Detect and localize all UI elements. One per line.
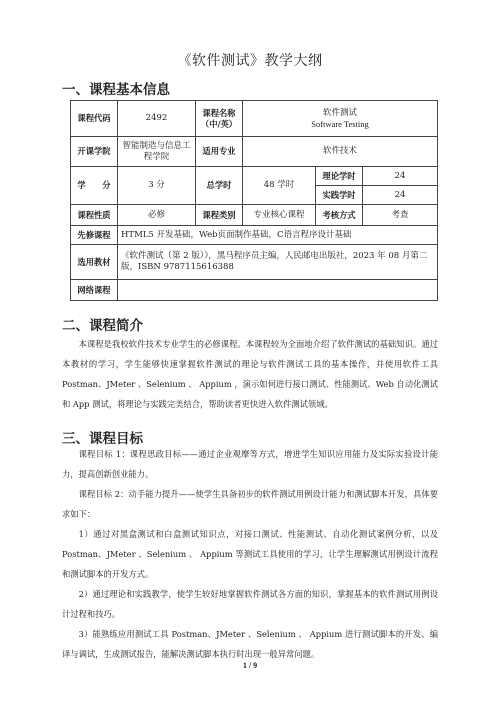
course-name-en: Software Testing [311,118,369,129]
practice-hours-value: 24 [363,186,438,205]
document-title: 《软件测试》教学大纲 [177,53,323,69]
course-code-value: 2492 [118,101,196,137]
college-value: 智能制造与信息工程学院 [118,137,196,167]
theory-hours-label: 理论学时 [316,167,363,186]
course-name-value [243,101,438,137]
online-course-label: 网络课程 [71,280,118,301]
practice-hours-label: 实践学时 [316,186,363,205]
section-heading-intro: 二、课程简介 [62,318,143,334]
section-heading-objectives: 三、课程目标 [62,431,143,447]
prerequisite-label: 先修课程 [71,226,118,245]
objective-paragraph: 课程目标 2：动手能力提升——使学生具备初步的软件测试用例设计能力和测试脚本开发，具体要求如下： [62,489,438,519]
course-category-label: 课程类别 [196,205,243,226]
exam-method-label: 考核方式 [316,205,363,226]
course-nature-value: 必修 [118,205,196,226]
total-hours-label: 总学时 [196,167,243,205]
online-course-value [118,280,438,301]
course-code-label: 课程代码 [71,101,118,137]
objectives-list [62,444,438,664]
credit-label: 学 分 [71,167,118,205]
theory-hours-value: 24 [363,167,438,186]
course-name-label: 课程名称（中/英） [196,101,243,137]
course-category-value: 专业核心课程 [243,205,316,226]
textbook-label: 选用教材 [71,245,118,280]
exam-method-value: 考查 [363,205,438,226]
objective-paragraph: 1）通过对黑盒测试和白盒测试知识点，对接口测试、性能测试、自动化测试案例分析，以及 Postman、JMeter 、Selenium 、 Appium 等测试工具使用的学习，让学生理解测试用例设计流程和测试脚本的开发方式。 [62,529,438,579]
major-label: 适用专业 [196,137,243,167]
page-number: 1 / 9 [242,661,258,670]
section-heading-basic-info: 一、课程基本信息 [62,82,170,98]
intro-paragraph: 本课程是我校软件技术专业学生的必修课程。本课程较为全面地介绍了软件测试的基础知识。通过本教材的学习，学生能够快速掌握软件测试的理论与软件测试工具的基本操作，并使用软件工具 Postman、JMeter 、Selenium 、 Appium ，演示如何进行接口测试、性能测试、Web 自动化测试和 App 测试，将理论与实践完美结合，帮助读者更快进入软件测试领域。 [62,339,438,409]
college-label: 开课学院 [71,137,118,167]
credit-value: 3 分 [118,167,196,205]
total-hours-value: 48 学时 [243,167,316,205]
textbook-value: 《软件测试（第 2 版）》，黑马程序员主编，人民邮电出版社，2023 年 08 月第二版，ISBN 9787115616388 [118,245,438,280]
course-info-table [70,100,438,301]
objective-paragraph: 课程目标 1：课程思政目标——通过企业观摩等方式，增进学生知识应用能力及实际实验设计能力，提高创新创业能力。 [62,449,438,479]
major-value: 软件技术 [243,137,438,167]
objective-paragraph: 3）能熟练应用测试工具 Postman、JMeter 、Selenium 、 Appium 进行测试脚本的开发、编译与调试，生成测试报告，能解决测试脚本执行时出现一般异常问题。 [62,629,438,659]
objective-paragraph: 2）通过理论和实践教学，使学生较好地掌握软件测试各方面的知识，掌握基本的软件测试用例设计过程和技巧。 [62,589,438,619]
course-nature-label: 课程性质 [71,205,118,226]
prerequisite-value: HTML5 开发基础，Web页面制作基础，C语言程序设计基础 [118,226,438,245]
course-name-cn: 软件测试 [323,107,358,118]
